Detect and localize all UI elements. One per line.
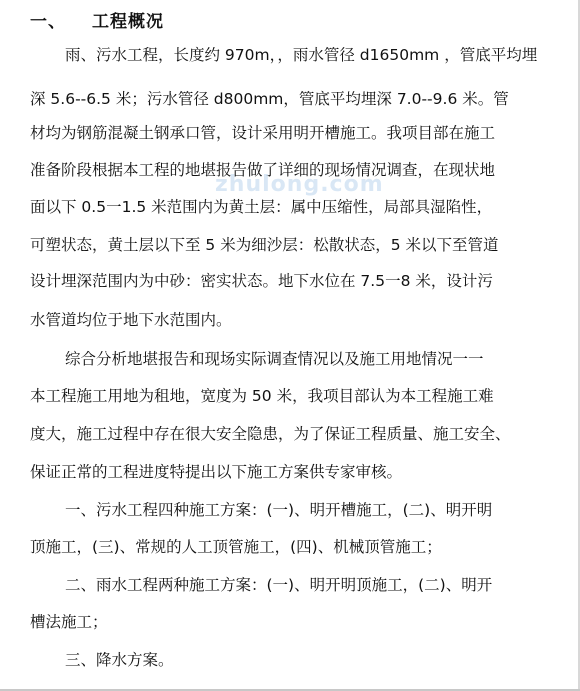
paragraph-1-line-8: 水管道均位于地下水范围内。 — [30, 311, 232, 329]
paragraph-4-line-1: 二、雨水工程两种施工方案：(一)、明开明顶施工，(二)、明开 — [65, 576, 493, 594]
section-title: 工程概况 — [92, 12, 164, 32]
section-heading — [30, 7, 164, 32]
section-number: 一、 — [30, 12, 66, 32]
paragraph-2-line-2: 本工程施工用地为租地，宽度为 50 米，我项目部认为本工程施工难 — [30, 387, 494, 405]
paragraph-4-line-2: 槽法施工； — [30, 613, 108, 631]
paragraph-1-line-4: 准备阶段根据本工程的地堪报告做了详细的现场情况调查，在现状地 — [30, 161, 496, 179]
paragraph-2-line-1: 综合分析地堪报告和现场实际调查情况以及施工用地情况一一 — [65, 350, 484, 368]
paragraph-1-line-6: 可塑状态，黄土层以下至 5 米为细沙层：松散状态，5 米以下至管道 — [30, 236, 499, 254]
watermark: zhulong.com — [215, 172, 384, 197]
paragraph-5-line-1: 三、降水方案。 — [65, 651, 174, 669]
paragraph-1-line-2: 深 5.6--6.5 米；污水管径 d800mm，管底平均埋深 7.0--9.6 米。管 — [30, 90, 509, 108]
paragraph-1-line-3: 材均为钢筋混凝土钢承口管，设计采用明开槽施工。我项目部在施工 — [30, 124, 496, 142]
paragraph-1-line-7: 设计埋深范围内为中砂：密实状态。地下水位在 7.5一8 米，设计污 — [30, 272, 493, 290]
paragraph-3-line-1: 一、污水工程四种施工方案：(一)、明开槽施工，(二)、明开明 — [65, 501, 493, 519]
paragraph-1-line-1: 雨、污水工程，长度约 970m，，雨水管径 d1650mm ，管底平均埋 — [65, 46, 538, 64]
paragraph-1-line-5: 面以下 0.5一1.5 米范围内为黄土层：属中压缩性，局部具湿陷性， — [30, 198, 493, 216]
paragraph-2-line-4: 保证正常的工程进度特提出以下施工方案供专家审核。 — [30, 463, 403, 481]
paragraph-2-line-3: 度大，施工过程中存在很大安全隐患，为了保证工程质量、施工安全、 — [30, 425, 511, 443]
paragraph-3-line-2: 顶施工，(三)、常规的人工顶管施工，(四)、机械顶管施工； — [30, 538, 442, 556]
